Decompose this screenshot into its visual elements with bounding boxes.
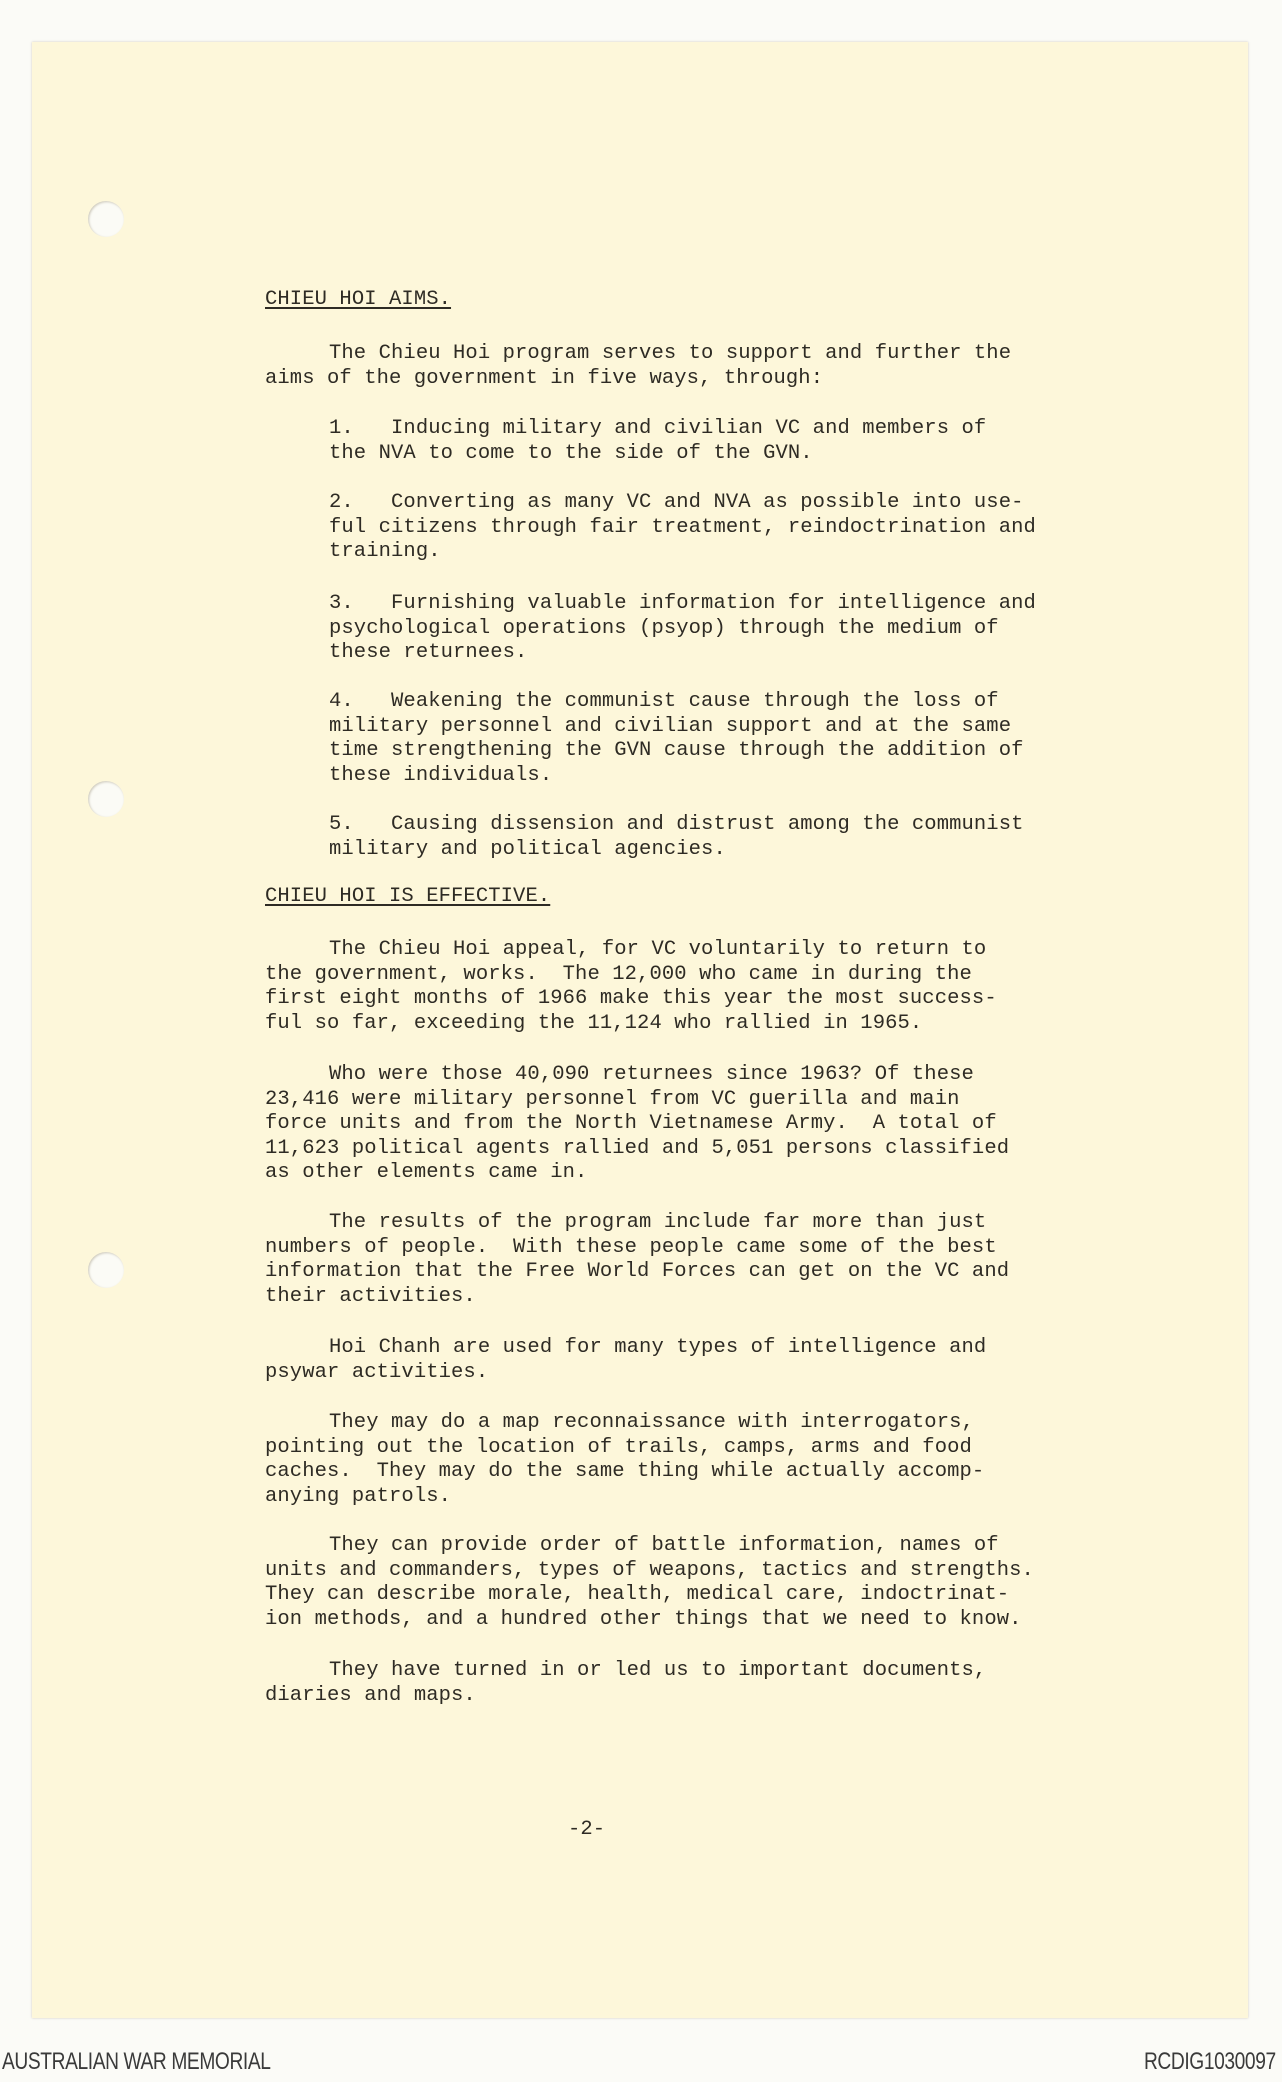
paragraph-line: 23,416 were military personnel from VC guerilla and main xyxy=(265,1087,960,1111)
paragraph-line: as other elements came in. xyxy=(265,1161,588,1184)
paragraph-line: They can describe morale, health, medical care, indoctrinat- xyxy=(265,1583,1010,1606)
paragraph-line: first eight months of 1966 make this year the most success- xyxy=(265,987,997,1010)
page-number: -2- xyxy=(568,1818,606,1841)
paragraph-line: force units and from the North Vietnamese Army. A total of xyxy=(265,1112,997,1135)
paragraph-line: They may do a map reconnaissance with interrogators, xyxy=(329,1411,974,1434)
footer-reference: RCDIG1030097 xyxy=(1144,2048,1276,2075)
punch-hole xyxy=(88,1252,124,1288)
footer-institution: AUSTRALIAN WAR MEMORIAL xyxy=(2,2048,271,2075)
list-item-line: 3. Furnishing valuable information for intelligence and xyxy=(329,592,1036,615)
list-item-line: psychological operations (psyop) through the medium of xyxy=(329,616,999,640)
paragraph-line: numbers of people. With these people came some of the best xyxy=(265,1235,997,1259)
list-item-line: military personnel and civilian support and at the same xyxy=(329,714,1012,738)
section-heading: CHIEU HOI IS EFFECTIVE. xyxy=(265,885,551,908)
paragraph-line: aims of the government in five ways, through: xyxy=(265,366,824,390)
paragraph-line: 11,623 political agents rallied and 5,051 persons classified xyxy=(265,1136,1010,1160)
list-item-line: ful citizens through fair treatment, reindoctrination and xyxy=(329,515,1036,539)
paragraph-line: anying patrols. xyxy=(265,1484,452,1508)
section-heading: CHIEU HOI AIMS. xyxy=(265,288,452,311)
list-item-line: military and political agencies. xyxy=(329,837,726,861)
paragraph-line: caches. They may do the same thing while actually accomp- xyxy=(265,1460,985,1483)
paragraph-line: The results of the program include far more than just xyxy=(329,1211,987,1234)
list-item-line: 1. Inducing military and civilian VC and members of xyxy=(329,417,987,440)
list-item-line: these individuals. xyxy=(329,763,553,787)
list-item-line: these returnees. xyxy=(329,641,528,664)
paragraph-line: ion methods, and a hundred other things that we need to know. xyxy=(265,1607,1022,1631)
paragraph-line: their activities. xyxy=(265,1284,476,1308)
paragraph-line: diaries and maps. xyxy=(265,1683,476,1707)
paragraph-line: Who were those 40,090 returnees since 1963? Of these xyxy=(329,1063,974,1086)
paragraph-line: the government, works. The 12,000 who came in during the xyxy=(265,962,972,986)
list-item-line: training. xyxy=(329,540,441,563)
paragraph-line: Hoi Chanh are used for many types of intelligence and xyxy=(329,1336,987,1359)
paragraph-line: information that the Free World Forces can get on the VC and xyxy=(265,1260,1010,1283)
paragraph-line: They have turned in or led us to important documents, xyxy=(329,1659,987,1682)
list-item-line: 5. Causing dissension and distrust among the communist xyxy=(329,813,1024,836)
paragraph-line: ful so far, exceeding the 11,124 who rallied in 1965. xyxy=(265,1011,923,1035)
punch-hole xyxy=(88,781,124,817)
punch-hole xyxy=(88,201,124,237)
paragraph-line: units and commanders, types of weapons, tactics and strengths. xyxy=(265,1558,1034,1582)
list-item-line: the NVA to come to the side of the GVN. xyxy=(329,441,813,465)
list-item-line: 4. Weakening the communist cause through the loss of xyxy=(329,690,999,713)
paragraph-line: psywar activities. xyxy=(265,1360,489,1384)
paragraph-line: The Chieu Hoi program serves to support and further the xyxy=(329,342,1012,365)
paragraph-line: They can provide order of battle information, names of xyxy=(329,1534,999,1557)
paragraph-line: The Chieu Hoi appeal, for VC voluntarily to return to xyxy=(329,938,987,961)
paragraph-line: pointing out the location of trails, camps, arms and food xyxy=(265,1435,972,1459)
list-item-line: time strengthening the GVN cause through the addition of xyxy=(329,739,1024,762)
list-item-line: 2. Converting as many VC and NVA as possible into use- xyxy=(329,491,1024,514)
